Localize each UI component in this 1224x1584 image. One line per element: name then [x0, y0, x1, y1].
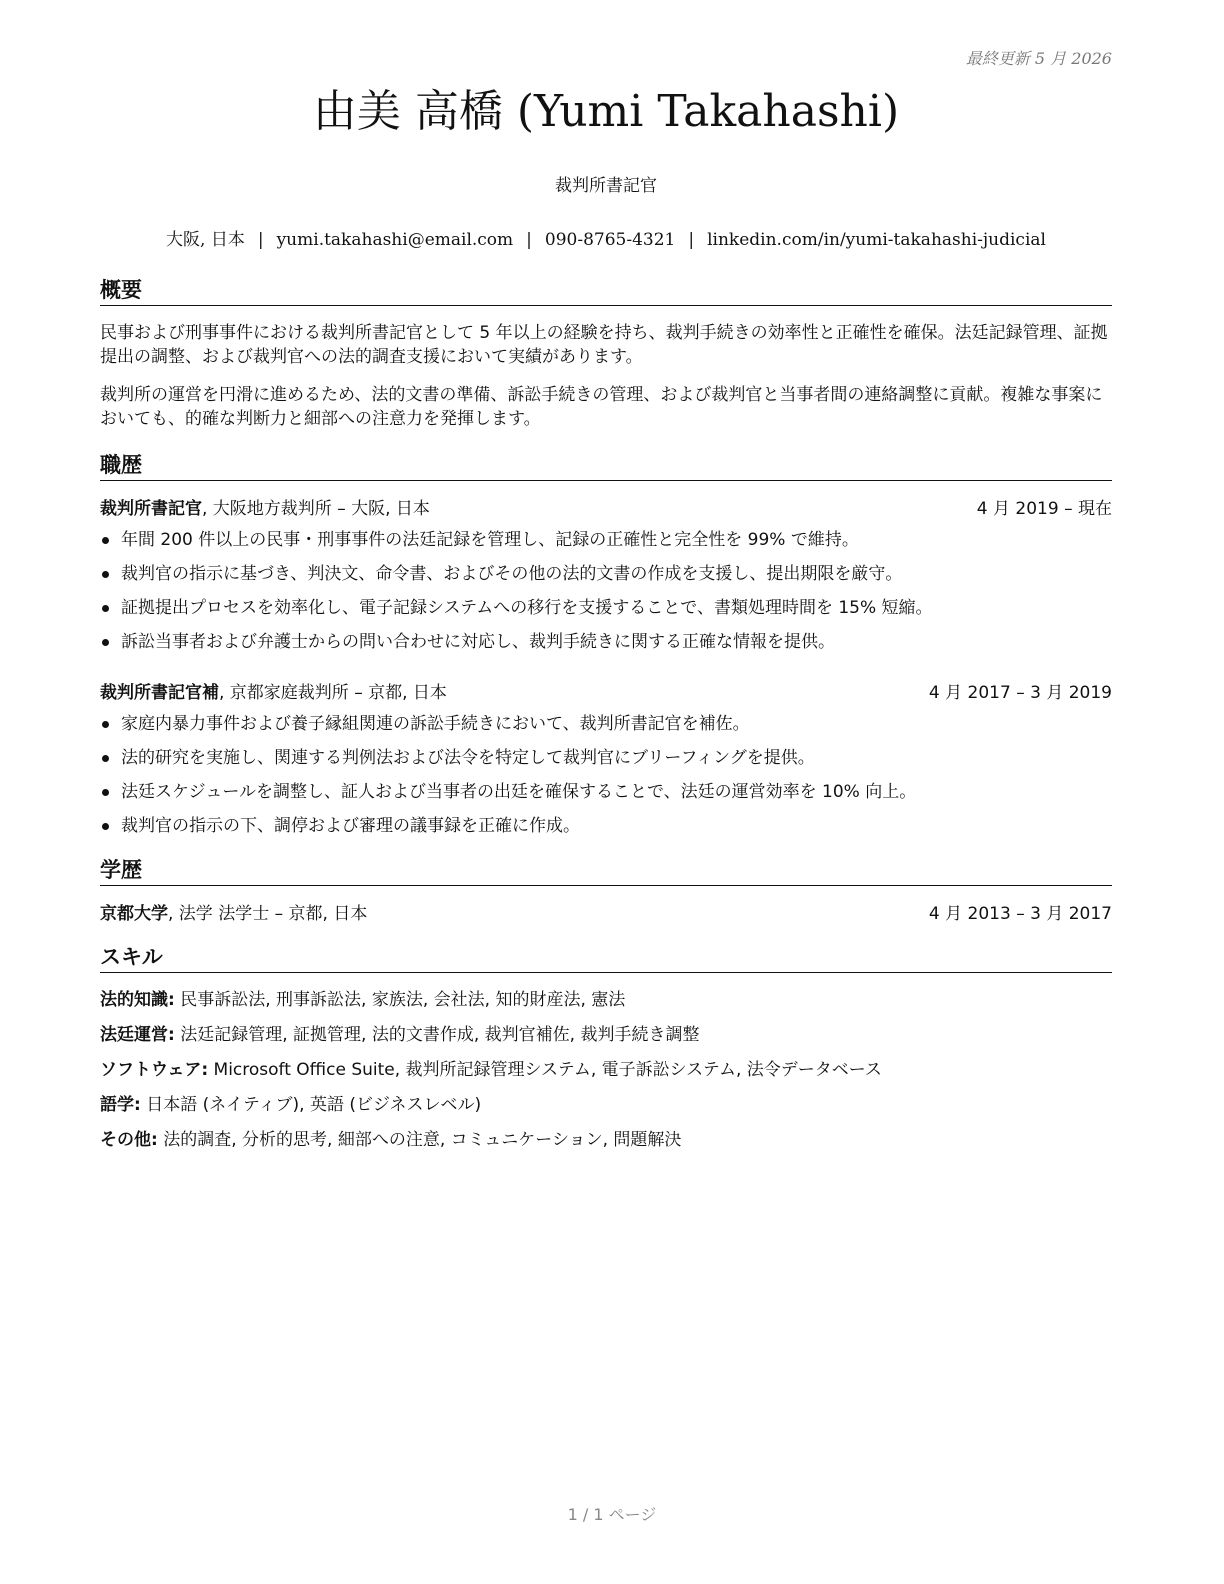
list-item [100, 712, 1112, 746]
skill-value: 民事訴訟法, 刑事訴訟法, 家族法, 会社法, 知的財産法, 憲法 [174, 990, 626, 1010]
section-heading-summary: 概要 [100, 276, 1112, 306]
contact-phone: 090-8765-4321 [544, 230, 676, 250]
job-dates: 4 月 2019 – 現在 [976, 499, 1112, 519]
skill-label: 法廷運営: [100, 1025, 175, 1045]
school-name: 京都大学 [100, 904, 168, 924]
section-heading-experience: 職歴 [100, 451, 1112, 481]
skill-value: 法的調査, 分析的思考, 細部への注意, コミュニケーション, 問題解決 [157, 1130, 682, 1150]
contact-line [100, 225, 1112, 250]
summary-paragraph: 民事および刑事事件における裁判所書記官として 5 年以上の経験を持ち、裁判手続きの効率性と正確性を確保。法廷記録管理、証拠提出の調整、および裁判官への法的調査支援において実績があります。 [100, 323, 1108, 367]
bullet-icon [102, 823, 109, 830]
bullet-text: 法的研究を実施し、関連する判例法および法令を特定して裁判官にブリーフィングを提供。 [121, 748, 815, 768]
summary-paragraph: 裁判所の運営を円滑に進めるため、法的文書の準備、訴訟手続きの管理、および裁判官と当事者間の連絡調整に貢献。複雑な事案においても、的確な判断力と細部への注意力を発揮します。 [100, 385, 1103, 429]
section-heading-skills: スキル [100, 943, 1112, 973]
job-dates: 4 月 2017 – 3 月 2019 [928, 683, 1112, 703]
job-header [100, 497, 1112, 521]
list-item [100, 596, 1112, 630]
education-entry [100, 902, 1112, 926]
list-item [100, 562, 1112, 596]
page-indicator: 1 / 1 ページ [567, 1505, 657, 1524]
skill-label: 語学: [100, 1095, 141, 1115]
skill-row [100, 1093, 1112, 1117]
bullet-icon [102, 639, 109, 646]
list-item [100, 630, 1112, 664]
skill-value: 日本語 (ネイティブ), 英語 (ビジネスレベル) [140, 1095, 482, 1115]
section-heading-education: 学歴 [100, 856, 1112, 886]
job-header [100, 681, 1112, 705]
contact-location: 大阪, 日本 [166, 230, 245, 250]
job-organization: , 大阪地方裁判所 – 大阪, 日本 [202, 499, 430, 519]
job-bullets [100, 712, 1112, 848]
skill-label: 法的知識: [100, 990, 175, 1010]
contact-separator: | [257, 230, 264, 250]
job-title-text: 裁判所書記官 [100, 499, 202, 519]
bullet-icon [102, 721, 109, 728]
bullet-icon [102, 605, 109, 612]
last-updated: 最終更新 5 月 2026 [965, 49, 1112, 68]
bullet-icon [102, 789, 109, 796]
list-item [100, 528, 1112, 562]
list-item [100, 746, 1112, 780]
skill-row [100, 1023, 1112, 1047]
contact-email[interactable]: yumi.takahashi@email.com [276, 230, 514, 250]
contact-separator: | [688, 230, 695, 250]
list-item [100, 814, 1112, 848]
bullet-text: 年間 200 件以上の民事・刑事事件の法廷記録を管理し、記録の正確性と完全性を 99% で維持。 [121, 530, 859, 550]
skill-label: その他: [100, 1130, 158, 1150]
bullet-text: 家庭内暴力事件および養子縁組関連の訴訟手続きにおいて、裁判所書記官を補佐。 [121, 714, 750, 734]
education-dates: 4 月 2013 – 3 月 2017 [928, 904, 1112, 924]
bullet-text: 裁判官の指示に基づき、判決文、命令書、およびその他の法的文書の作成を支援し、提出期限を厳守。 [121, 564, 903, 584]
skill-label: ソフトウェア: [100, 1060, 209, 1080]
bullet-icon [102, 537, 109, 544]
skill-row [100, 1128, 1112, 1152]
contact-linkedin[interactable]: linkedin.com/in/yumi-takahashi-judicial [707, 230, 1046, 250]
skill-value: Microsoft Office Suite, 裁判所記録管理システム, 電子訴訟システム, 法令データベース [208, 1060, 882, 1080]
bullet-text: 裁判官の指示の下、調停および審理の議事録を正確に作成。 [121, 816, 580, 836]
bullet-text: 訴訟当事者および弁護士からの問い合わせに対応し、裁判手続きに関する正確な情報を提供。 [121, 632, 835, 652]
bullet-icon [102, 571, 109, 578]
job-title-text: 裁判所書記官補 [100, 683, 219, 703]
job-title: 裁判所書記官 [555, 176, 657, 196]
list-item [100, 780, 1112, 814]
bullet-text: 証拠提出プロセスを効率化し、電子記録システムへの移行を支援することで、書類処理時間を 15% 短縮。 [121, 598, 933, 618]
candidate-name: 由美 高橋 (Yumi Takahashi) [312, 86, 900, 137]
contact-separator: | [526, 230, 532, 250]
skill-value: 法廷記録管理, 証拠管理, 法的文書作成, 裁判官補佐, 裁判手続き調整 [174, 1025, 700, 1045]
bullet-text: 法廷スケジュールを調整し、証人および当事者の出廷を確保することで、法廷の運営効率を 10% 向上。 [121, 782, 917, 802]
skill-row [100, 988, 1112, 1012]
skill-row [100, 1058, 1112, 1082]
job-bullets [100, 528, 1112, 664]
job-organization: , 京都家庭裁判所 – 京都, 日本 [219, 683, 447, 703]
education-detail: , 法学 法学士 – 京都, 日本 [168, 904, 368, 924]
bullet-icon [102, 755, 109, 762]
